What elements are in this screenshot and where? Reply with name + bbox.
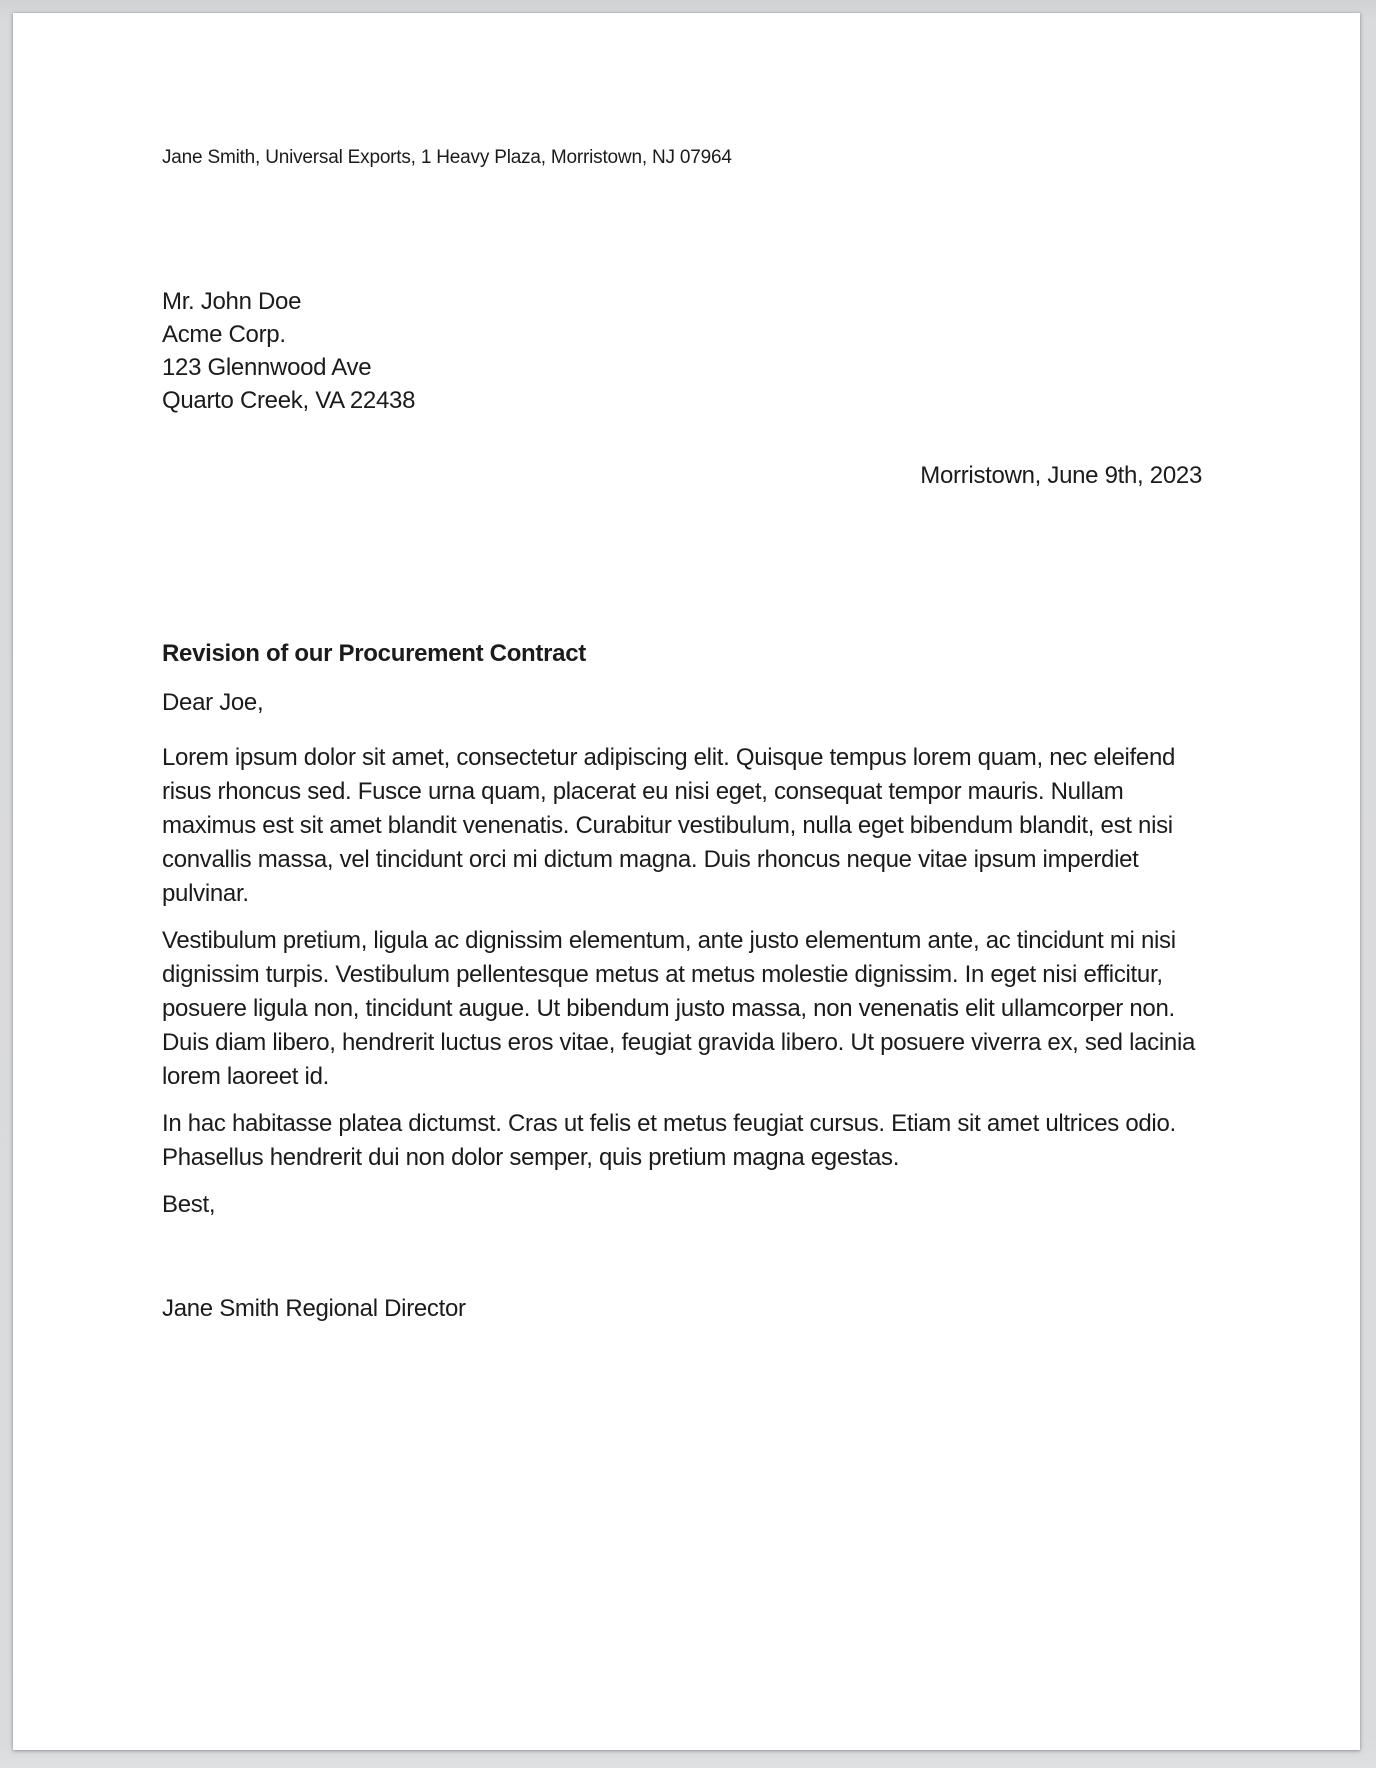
recipient-street-line: 123 Glennwood Ave [162,354,372,381]
letter-body [162,638,1202,1326]
closing: Best, [162,1191,216,1218]
recipient-company-line: Acme Corp. [162,321,286,348]
body-paragraph-1: Lorem ipsum dolor sit amet, consectetur adipiscing elit. Quisque tempus lorem quam, nec eleifend risus rhoncus sed. Fusce urna quam, placerat eu nisi eget, consequat tempor mauris. Nullam maximus est sit amet blandit venenatis. Curabitur vestibulum, nulla eget bibendum blandit, est nisi convallis massa, vel tincidunt orci mi dictum magna. Duis rhoncus neque vitae ipsum imperdiet pulvinar. [162,744,1176,907]
date-line: Morristown, June 9th, 2023 [920,462,1202,489]
recipient-name-line: Mr. John Doe [162,288,302,315]
subject-line: Revision of our Procurement Contract [162,640,586,667]
letter-page [13,13,1360,1750]
recipient-city-line: Quarto Creek, VA 22438 [162,387,416,414]
body-paragraph-2: Vestibulum pretium, ligula ac dignissim elementum, ante justo elementum ante, ac tincidunt mi nisi dignissim turpis. Vestibulum pellentesque metus at metus molestie dignissim. In eget nisi efficitur, posuere ligula non, tincidunt augue. Ut bibendum justo massa, non venenatis elit ullamcorper non. Duis diam libero, hendrerit luctus eros vitae, feugiat gravida libero. Ut posuere viverra ex, sed lacinia lorem laoreet id. [162,927,1196,1090]
body-paragraph-3: In hac habitasse platea dictumst. Cras ut felis et metus feugiat cursus. Etiam sit amet ultrices odio. Phasellus hendrerit dui non dolor semper, quis pretium magna egestas. [162,1110,1176,1171]
recipient-address [162,285,1202,417]
salutation: Dear Joe, [162,689,264,716]
signature-line: Jane Smith Regional Director [162,1295,466,1322]
sender-line: Jane Smith, Universal Exports, 1 Heavy Plaza, Morristown, NJ 07964 [162,147,732,168]
